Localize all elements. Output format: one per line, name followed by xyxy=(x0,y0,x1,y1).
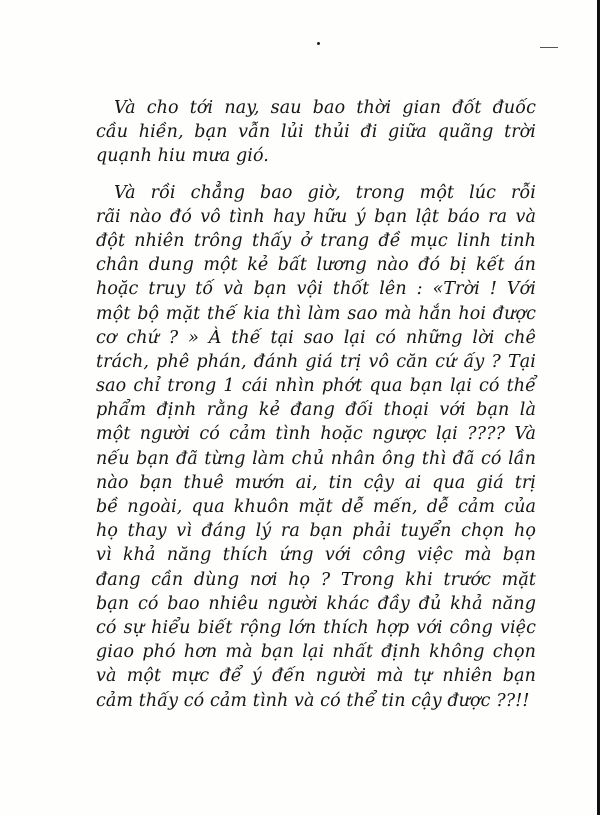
paragraph-1 xyxy=(96,96,536,169)
text-line: chân dung một kẻ bất lương nào đó bị kết án xyxy=(96,255,536,276)
text-line: bề ngoài, qua khuôn mặt dễ mến, dễ cảm của xyxy=(96,497,536,517)
text-line: Và rồi chẳng bao giờ, trong một lúc rỗi xyxy=(114,182,536,203)
text-line: một bộ mặt thế kia thì làm sao mà hắn hoi được xyxy=(96,303,536,324)
text-line: cảm thấy có cảm tình và có thể tin cậy được ??!! xyxy=(96,690,530,711)
text-line: nào bạn thuê mướn ai, tin cậy ai qua giá trị xyxy=(96,472,536,493)
text-line: có sự hiểu biết rộng lớn thích hợp với công việc xyxy=(96,617,536,638)
text-line: sao chỉ trong 1 cái nhìn phớt qua bạn lại có thể xyxy=(96,376,536,397)
text-line: Và cho tới nay, sau bao thời gian đốt đuốc xyxy=(114,98,536,118)
text-line: bạn có bao nhiêu người khác đầy đủ khả năng xyxy=(96,593,536,614)
text-line: giao phó hơn mà bạn lại nhất định không chọn xyxy=(96,642,536,663)
ink-speck xyxy=(317,42,320,45)
text-line: rãi nào đó vô tình hay hữu ý bạn lật báo ra và xyxy=(96,206,536,227)
text-line: đột nhiên trông thấy ở trang đề mục linh tinh xyxy=(96,230,536,251)
paragraph-2 xyxy=(96,181,536,713)
text-line: quạnh hiu mưa gió. xyxy=(96,146,269,167)
text-line: vì khả năng thích ứng với công việc mà bạn xyxy=(96,545,536,566)
text-line: phẩm định rằng kẻ đang đối thoại với bạn là xyxy=(96,400,536,421)
text-line: và một mực để ý đến người mà tự nhiên bạn xyxy=(96,666,536,687)
text-line: một người có cảm tình hoặc ngược lại ???? Và xyxy=(96,424,536,445)
ink-mark xyxy=(540,47,558,48)
text-line: họ thay vì đáng lý ra bạn phải tuyển chọn họ xyxy=(96,521,536,542)
text-line: cơ chứ ? » À thế tại sao lại có những lời chê xyxy=(96,327,536,348)
text-line: trách, phê phán, đánh giá trị vô căn cứ ấy ? Tại xyxy=(96,351,536,372)
text-line: cầu hiền, bạn vẫn lủi thủi đi giữa quãng trời xyxy=(96,122,536,143)
text-line: đang cần dùng nơi họ ? Trong khi trước mặt xyxy=(96,569,536,590)
text-line: nếu bạn đã từng làm chủ nhân ông thì đã có lần xyxy=(96,448,536,469)
text-line: hoặc truy tố và bạn vội thốt lên : «Trời ! Với xyxy=(96,279,536,300)
body-text xyxy=(96,96,536,713)
